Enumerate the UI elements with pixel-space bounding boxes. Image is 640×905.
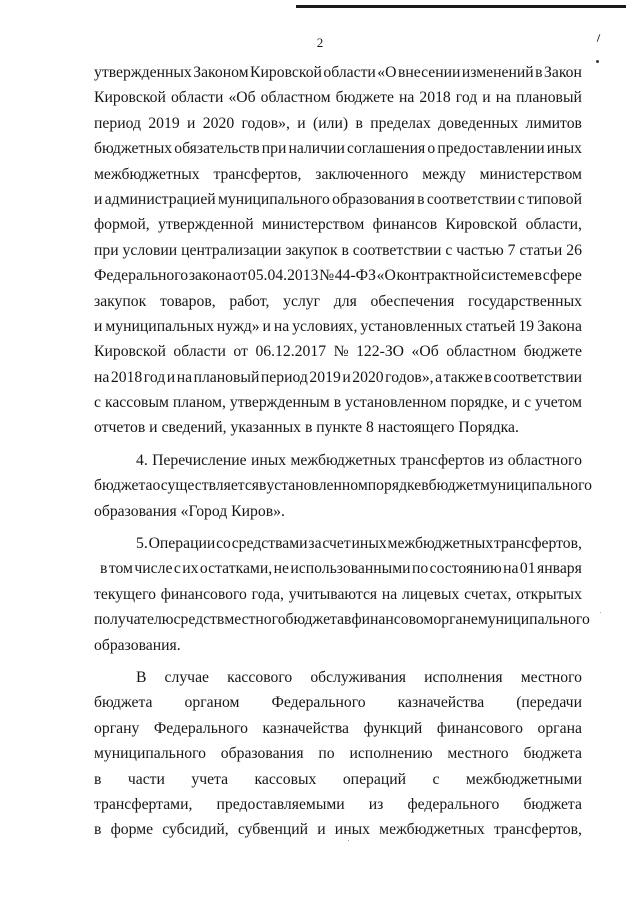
text-line: и администрацией муниципального образования в соответствии с типовой [94,190,582,208]
text-line: бюджетных обязательств при наличии соглашения о предоставлении иных [94,140,582,158]
text-line: Кировской области от 06.12.2017 № 122-ЗО «Об областном бюджете [94,343,582,361]
text-line: Федерального закона от 05.04.2013 № 44-ФЗ «О контрактной системе в сфере [94,267,582,285]
paragraph-gap [94,524,582,531]
text-line: муниципального образования по исполнению местного бюджета [94,745,582,763]
scan-speck [596,60,599,63]
scan-speck [600,612,601,613]
text-line: при условии централизации закупок в соответствии с частью 7 статьи 26 [94,241,582,259]
text-line: 5. Операции со средствами за счет иных межбюджетных трансфертов, [136,535,582,553]
text-line: органу Федерального казначейства функций финансового органа [94,719,582,737]
text-line: закупок товаров, работ, услуг для обеспечения государственных [94,292,582,310]
paragraph-2 [94,448,592,524]
text-line: межбюджетных трансфертов, заключенного между министерством [94,165,582,183]
paragraph-1 [94,60,582,441]
text-line: и муниципальных нужд» и на условиях, установленных статьей 19 Закона [94,317,582,335]
text-line: трансфертами, предоставляемыми из федерального бюджета [94,795,582,813]
text-line: Кировской области «Об областном бюджете на 2018 год и на плановый [94,89,582,107]
text-line: на 2018 год и на плановый период 2019 и 2020 годов», а также в соответствии [94,368,582,386]
text-line: В случае кассового обслуживания исполнения местного [136,668,582,686]
text-line: отчетов и сведений, указанных в пункте 8 настоящего Порядка. [94,419,519,437]
paragraph-gap [94,441,582,448]
text-line: бюджета осуществляется в установленном порядке в бюджет муниципального [94,477,592,495]
text-line: утвержденных Законом Кировской области «О внесении изменений в Закон [94,64,582,81]
text-line: текущего финансового года, учитываются на лицевых счетах, открытых [94,585,582,603]
text-line: с кассовым планом, утвержденным в установленном порядке, и с учетом [94,394,582,412]
paragraph-3 [94,531,590,658]
page-number: 2 [316,35,324,50]
text-line: 4. Перечисление иных межбюджетных трансфертов из областного [136,451,582,469]
text-line: формой, утвержденной министерством финансов Кировской области, [94,216,582,234]
text-line: образования. [94,636,181,654]
paragraph-gap [94,658,582,665]
text-line: в части учета кассовых операций с межбюджетными [94,770,582,788]
text-line: период 2019 и 2020 годов», и (или) в пределах доведенных лимитов [94,114,582,132]
text-line: в том числе с их остатками, не использованными по состоянию на 01 января [100,560,582,578]
top-border-rule [296,5,626,8]
text-line: бюджета органом Федерального казначейства (передачи [94,694,582,712]
document-body [94,60,592,843]
text-line: образования «Город Киров». [94,502,285,520]
paragraph-4 [94,665,582,843]
text-line: получателю средств местного бюджета в финансовом органе муниципального [94,611,590,629]
text-line: в форме субсидий, субвенций и иных межбюджетных трансфертов, [94,821,582,839]
